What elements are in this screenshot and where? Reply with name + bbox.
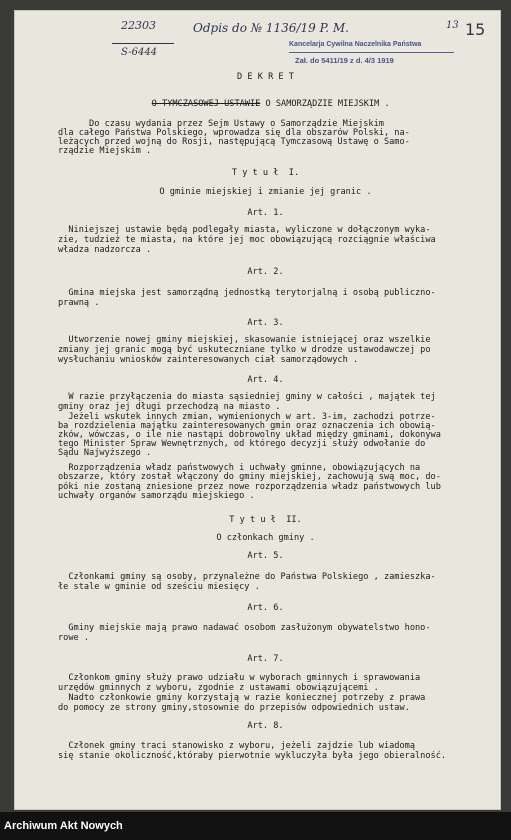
art-8-line-2: się stanie okoliczność,któraby pierwotnie wykluczyła była jego obieralność. <box>58 751 447 761</box>
second-number: S-6444 <box>121 47 158 58</box>
art-3-heading: Art. 3. <box>247 318 284 328</box>
intro-line-2: dla całego Państwa Polskiego, wprowadza się dla obszarów Polski, na- <box>58 128 410 138</box>
decree-title: D E K R E T <box>237 72 294 82</box>
subtitle-text: O SAMORZĄDZIE MIEJSKIM . <box>260 99 390 110</box>
ref-underline <box>112 43 174 44</box>
art-7-line-2: urzędów gminnych z wyboru, zgodnie z ustawami obowiązującemi . <box>58 683 379 693</box>
folio-number: 15 <box>465 20 486 39</box>
art-6-line-1: Gminy miejskie mają prawo nadawać osobom zasłużonym obywatelstwo hono- <box>58 623 431 633</box>
art-4-line-10: póki nie zostaną zniesione przez nowe rozporządzenia władz państwowych lub <box>58 482 441 492</box>
art-4-line-1: W razie przyłączenia do miasta sąsiedniej gminy w całości , majątek tej <box>58 392 436 402</box>
decree-subtitle <box>58 91 473 110</box>
title-1: T y t u ł I. <box>231 168 300 178</box>
chancellery-stamp-line2: Zał. do 5411/19 z d. 4/3 1919 <box>295 56 394 65</box>
art-4-line-8: Rozporządzenia władz państwowych i uchwały gminne, obowiązujących na <box>58 463 421 473</box>
archive-name: Archiwum Akt Nowych <box>4 820 123 832</box>
art-6-heading: Art. 6. <box>247 603 284 613</box>
art-4-line-6: tego Minister Spraw Wewnętrznych, od którego decyzji służy odwołanie do <box>58 439 426 449</box>
art-3-line-2: zmiany jej granic mogą być uskuteczniane tylko w drodze ustawodawczej po <box>58 345 431 355</box>
intro-line-1: Do czasu wydania przez Sejm Ustawy o Samorządzie Miejskim <box>58 119 384 129</box>
art-4-line-11: uchwały organów samorządu miejskiego . <box>58 491 255 501</box>
art-1-line-2: zie, tudzież te miasta, na które jej moc obowiązującą rozciągnie właściwa <box>58 235 436 245</box>
art-7-line-1: Członkom gminy służy prawo udziału w wyborach gminnych i sprawowania <box>58 673 421 683</box>
intro-line-4: rządzie Miejskim . <box>58 146 152 156</box>
title-2-heading: O członkach gminy . <box>216 533 315 543</box>
art-6-line-2: rowe . <box>58 633 90 643</box>
stamp-divider <box>289 52 454 53</box>
art-4-line-7: Sądu Najwyższego . <box>58 448 152 458</box>
art-8-line-1: Członek gminy traci stanowisko z wyboru, jeżeli zajdzie lub wiadomą <box>58 741 415 751</box>
title-1-heading: O gminie miejskiej i zmianie jej granic . <box>159 187 372 197</box>
art-3-line-3: wysłuchaniu wniosków zainteresowanych ciał samorządowych . <box>58 355 359 365</box>
art-1-line-1: Niniejszej ustawie będą podlegały miasta, wyliczone w dołączonym wyka- <box>58 225 431 235</box>
art-1-heading: Art. 1. <box>247 208 284 218</box>
art-2-line-1: Gmina miejska jest samorządną jednostką terytorjalną i osobą publiczno- <box>58 288 436 298</box>
art-7-line-3: Nadto członkowie gminy korzystają w razie koniecznej potrzeby z prawa <box>58 693 426 703</box>
art-2-heading: Art. 2. <box>247 267 284 277</box>
art-7-line-4: do pomocy ze strony gminy,stosownie do przepisów odpowiednich ustaw. <box>58 703 410 713</box>
folio-mark: 13 <box>446 20 459 31</box>
art-7-heading: Art. 7. <box>247 654 284 664</box>
reference-number: 22303 <box>121 19 156 32</box>
art-3-line-1: Utworzenie nowej gminy miejskiej, skasowanie istniejącej oraz wszelkie <box>58 335 431 345</box>
art-2-line-2: prawną . <box>58 298 100 308</box>
art-4-line-9: obszarze, który został włączony do gminy miejskiej, zachowują swą moc, do- <box>58 472 441 482</box>
archive-footer-bar <box>0 812 511 840</box>
intro-line-3: leżących przed wojną do Rosji, następującą Tymczasową Ustawę o Samo- <box>58 137 410 147</box>
struck-subtitle: O TYMCZASOWEJ USTAWIE <box>151 99 261 110</box>
art-1-line-3: władza nadzorcza . <box>58 245 152 255</box>
art-4-line-5: zków, wówczas, o ile nie nastąpi dobrowolny układ między gminami, dokonywa <box>58 430 441 440</box>
art-4-line-2: gminy oraz jej długi przechodzą na miasto . <box>58 402 281 412</box>
art-8-heading: Art. 8. <box>247 721 284 731</box>
title-2: T y t u ł II. <box>229 515 302 525</box>
art-5-line-2: łe stale w gminie od sześciu miesięcy . <box>58 582 260 592</box>
art-5-heading: Art. 5. <box>247 551 284 561</box>
art-5-line-1: Członkami gminy są osoby, przynależne do Państwa Polskiego , zamieszka- <box>58 572 436 582</box>
chancellery-stamp-line1: Kancelarja Cywilna Naczelnika Państwa <box>289 41 422 48</box>
handwritten-note: Odpis do № 1136/19 P. M. <box>193 21 349 35</box>
art-4-line-4: ba rozdzielenia majątku zainteresowanych gmin oraz oznaczenia ich obowią- <box>58 421 436 431</box>
art-4-heading: Art. 4. <box>247 375 284 385</box>
art-4-line-3: Jeżeli wskutek innych zmian, wymienionych w art. 3-im, zachodzi potrze- <box>58 412 436 422</box>
